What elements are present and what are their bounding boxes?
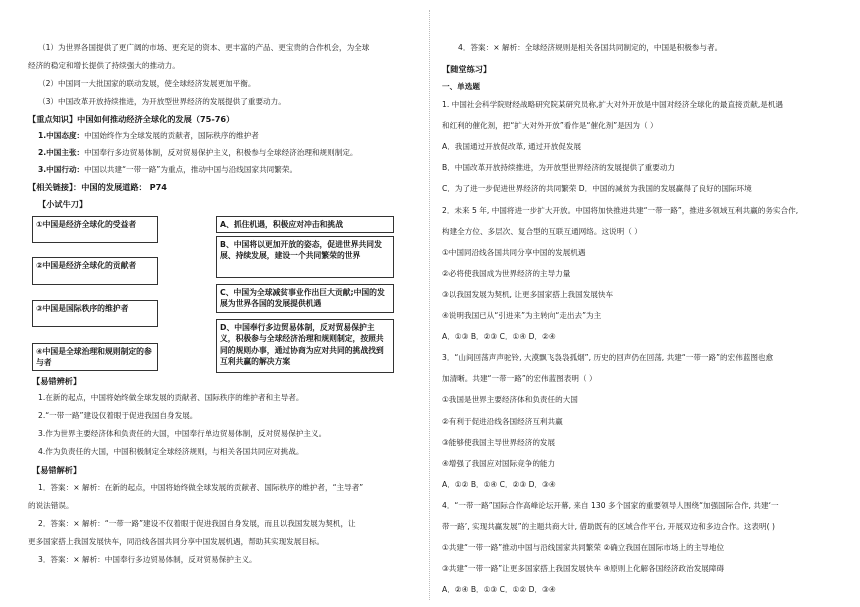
intro-line: （2）中国同一大批国家的联动发展，使全球经济发展更加平衡。 bbox=[38, 79, 256, 88]
analysis-line: 3．答案：× 解析：中国奉行多边贸易体制，反对贸易保护主义。 bbox=[38, 555, 257, 564]
analysis-line: 2．答案：× 解析：“一带一路”建设不仅着眼于促进我国自身发展，而且以我国发展为契机，让 bbox=[38, 519, 356, 528]
match-left-item: ④中国是全球治理和规则制定的参与者 bbox=[32, 343, 158, 371]
key-knowledge-heading: 【重点知识】中国如何推动经济全球化的发展（75-76） bbox=[28, 114, 235, 124]
question-line: ①我国是世界主要经济体和负责任的大国 bbox=[442, 395, 578, 404]
analysis-line: 1．答案：× 解析：在新的起点，中国将始终做全球发展的贡献者、国际秩序的维护者，“主导者” bbox=[38, 483, 364, 492]
key-point-label: 3.中国行动： bbox=[38, 165, 85, 174]
question-line: C．为了进一步促进世界经济的共同繁荣 D．中国的减贫为我国的发展赢得了良好的国际环境 bbox=[442, 184, 752, 193]
related-link-heading: 【相关链接】：中国的发展道路： P74 bbox=[28, 182, 167, 192]
match-left-item: ③中国是国际秩序的维护者 bbox=[32, 300, 158, 327]
question-line: 和红利的催化剂，把“扩大对外开放”看作是“催化剂”是因为（ ） bbox=[442, 121, 658, 130]
question-line: 1. 中国社会科学院财经战略研究院某研究员称,扩大对外开放是中国对经济全球化的最直接贡献,是机遇 bbox=[442, 100, 784, 109]
match-right-item: D、中国奉行多边贸易体制，反对贸易保护主义，积极参与全球经济治理和规则制定，按照共同的规则办事，通过协商为应对共同的挑战找到互利共赢的解决方案 bbox=[216, 319, 394, 373]
key-point bbox=[38, 165, 297, 175]
practice-test-heading: 【小试牛刀】 bbox=[38, 199, 88, 209]
analysis-line: 更多国家搭上我国发展快车，同沿线各国共同分享中国发展机遇，帮助其实现发展目标。 bbox=[28, 537, 325, 546]
question-line: 4．“一带一路”国际合作高峰论坛开幕, 来自 130 多个国家的重要领导人围绕“加强国际合作, 共建‘一 bbox=[442, 501, 779, 510]
question-line: 加清晰。共建“一带一路”的宏伟蓝图表明（ ） bbox=[442, 374, 597, 383]
match-right-item: C、中国为全球减贫事业作出巨大贡献;中国的发展为世界各国的发展提供机遇 bbox=[216, 284, 394, 313]
question-line: A．②④ B．①③ C．①② D．③④ bbox=[442, 585, 556, 594]
intro-line: 经济的稳定和增长提供了持续强大的推动力。 bbox=[28, 61, 180, 70]
key-point bbox=[38, 148, 358, 158]
match-right-item: B、中国将以更加开放的姿态，促进世界共同发展、持续发展，建设一个共同繁荣的世界 bbox=[216, 236, 394, 278]
key-point-label: 2.中国主张： bbox=[38, 148, 85, 157]
intro-line: （3）中国改革开放持续推进，为开放型世界经济的发展提供了重要动力。 bbox=[38, 97, 286, 106]
question-line: ①共建“一带一路”推动中国与沿线国家共同繁荣 ②确立我国在国际市场上的主导地位 bbox=[442, 543, 725, 552]
match-right-item: A、抓住机遇，积极应对冲击和挑战 bbox=[216, 216, 394, 233]
key-point-text: 中国以共建“一带一路”为重点，推动中国与沿线国家共同繁荣。 bbox=[84, 165, 298, 174]
key-point-label: 1.中国态度： bbox=[38, 131, 85, 140]
match-left-item: ②中国是经济全球化的贡献者 bbox=[32, 257, 158, 285]
question-line: ③共建“一带一路”让更多国家搭上我国发展快车 ④原则上化解各国经济政治发展障碍 bbox=[442, 564, 725, 573]
analysis-line: 的说法错误。 bbox=[28, 501, 74, 510]
key-point-text: 中国始终作为全球发展的贡献者，国际秩序的维护者 bbox=[84, 131, 259, 140]
error-analysis-heading: 【易错解析】 bbox=[32, 465, 82, 475]
analysis-line: 4．答案：× 解析：全球经济规则是相关各国共同制定的，中国是积极参与者。 bbox=[458, 43, 723, 52]
question-line: ④说明我国已从“引进来”为主转向“走出去”为主 bbox=[442, 311, 602, 320]
match-left-item: ①中国是经济全球化的受益者 bbox=[32, 216, 158, 243]
question-line: ②必将使我国成为世界经济的主导力量 bbox=[442, 269, 571, 278]
key-point bbox=[38, 131, 259, 141]
question-line: A．①② B．①④ C．②③ D．③④ bbox=[442, 480, 556, 489]
single-choice-heading: 一、单选题 bbox=[442, 82, 480, 91]
error-item: 3.作为世界主要经济体和负责任的大国，中国奉行单边贸易体制，反对贸易保护主义。 bbox=[38, 429, 327, 438]
error-item: 2.“一带一路”建设仅着眼于促进我国自身发展。 bbox=[38, 411, 198, 420]
error-item: 1.在新的起点，中国将始终做全球发展的贡献者、国际秩序的维护者和主导者。 bbox=[38, 393, 304, 402]
question-line: A．①③ B．②③ C．①④ D．②④ bbox=[442, 332, 556, 341]
page-fold-divider bbox=[429, 10, 430, 600]
question-line: ③以我国发展为契机, 让更多国家搭上我国发展快车 bbox=[442, 290, 614, 299]
key-point-text: 中国奉行多边贸易体制，反对贸易保护主义，积极参与全球经济治理和规则制定。 bbox=[84, 148, 358, 157]
question-line: 2．未来 5 年, 中国将进一步扩大开放。中国将加快推进共建“一带一路”，推进多领域互利共赢的务实合作, bbox=[442, 206, 799, 215]
question-line: B．中国改革开放持续推进，为开放型世界经济的发展提供了重要动力 bbox=[442, 163, 676, 172]
question-line: ③能够使我国主导世界经济的发展 bbox=[442, 438, 556, 447]
intro-line: （1）为世界各国提供了更广阔的市场、更充足的资本、更丰富的产品、更宝贵的合作机会，为全球 bbox=[38, 43, 370, 52]
question-line: A．我国通过开放促改革, 通过开放促发展 bbox=[442, 142, 582, 151]
question-line: ④增强了我国应对国际竞争的能力 bbox=[442, 459, 556, 468]
question-line: ①中国同沿线各国共同分享中国的发展机遇 bbox=[442, 248, 586, 257]
class-practice-heading: 【随堂练习】 bbox=[442, 64, 492, 74]
question-line: 3．“山间回荡声声驼铃, 大漠飘飞袅袅孤烟”, 历史的回声仍在回荡, 共建“一带一路”的宏伟蓝图也愈 bbox=[442, 353, 774, 362]
question-line: 构建全方位、多层次、复合型的互联互通网络。这说明（ ） bbox=[442, 227, 642, 236]
error-item: 4.作为负责任的大国，中国积极制定全球经济规则，与相关各国共同应对挑战。 bbox=[38, 447, 304, 456]
question-line: 带一路’, 实现共赢发展”的主题共商大计, 借助既有的区域合作平台, 开展双边和多边合作。这表明( ) bbox=[442, 522, 775, 531]
question-line: ②有利于促进沿线各国经济互利共赢 bbox=[442, 417, 563, 426]
common-errors-heading: 【易错辨析】 bbox=[32, 376, 82, 386]
